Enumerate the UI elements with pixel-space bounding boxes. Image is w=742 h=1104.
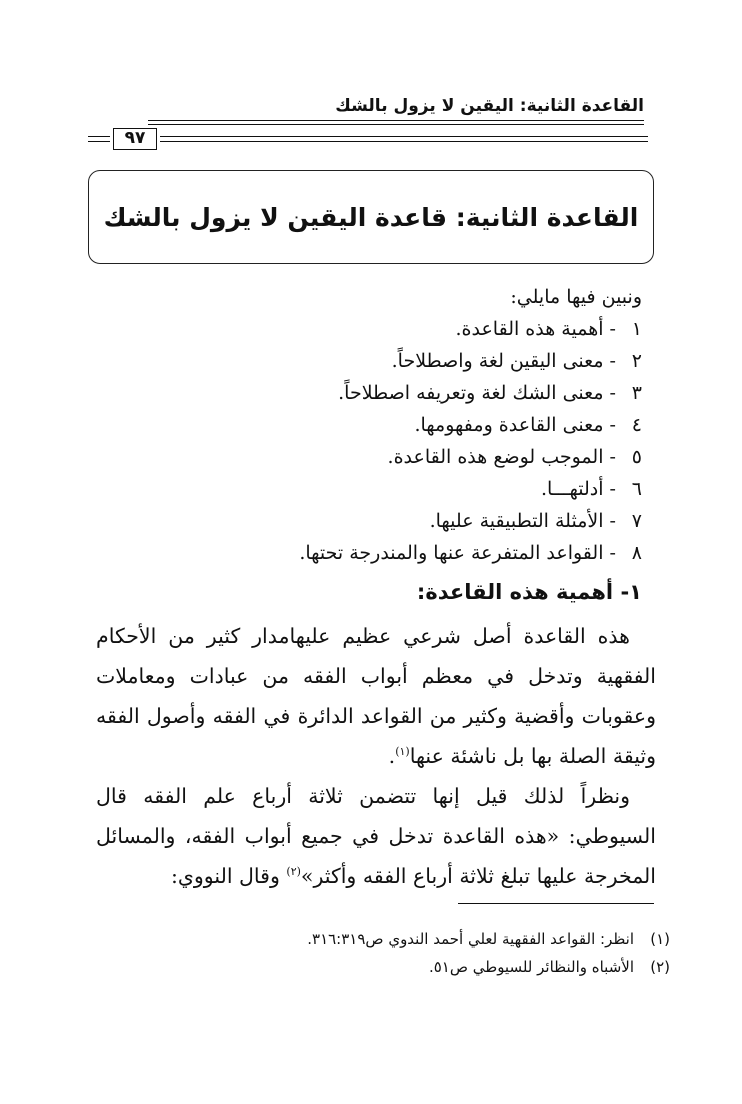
list-item-number: ٦	[631, 478, 642, 500]
paragraph-importance	[96, 616, 656, 776]
list-item: ٣ - معنى الشك لغة وتعريفه اصطلاحاً.	[338, 382, 642, 404]
list-item-number: ١	[631, 318, 642, 340]
list-item-number: ٥	[631, 446, 642, 468]
rule-left	[88, 136, 110, 142]
footnote-ref: (١)	[395, 745, 410, 759]
section-heading: ١- أهمية هذه القاعدة:	[416, 580, 642, 604]
list-item-number: ٣	[631, 382, 642, 404]
paragraph-line-tail: وقال النووي:	[170, 864, 287, 888]
paragraph-line: هذه القاعدة أصل شرعي عظيم عليهامدار كثير من الأحكام	[96, 624, 630, 648]
paragraph-line: السيوطي: «هذه القاعدة تدخل في جميع أبواب الفقه، والمسائل	[96, 824, 656, 848]
list-item: ٤ - معنى القاعدة ومفهومها.	[414, 414, 642, 436]
paragraph-line-text: وثيقة الصلة بها بل ناشئة عنها	[409, 744, 656, 768]
running-header: القاعدة الثانية: اليقين لا يزول بالشك	[335, 96, 644, 116]
footnote-separator	[458, 903, 654, 904]
paragraph-line	[96, 856, 656, 896]
list-item-text: معنى الشك لغة وتعريفه اصطلاحاً.	[338, 382, 604, 404]
page-number-bar	[88, 128, 648, 150]
list-item-number: ٨	[631, 542, 642, 564]
footnote-text: انظر: القواعد الفقهية لعلي أحمد الندوي ص٣١٦:٣١٩.	[307, 930, 634, 948]
footnote-number: (٢)	[650, 958, 670, 976]
list-item-text: الموجب لوضع هذه القاعدة.	[387, 446, 604, 468]
paragraph-line: وعقوبات وأقضية وكثير من القواعد الدائرة في الفقه وأصول الفقه	[96, 704, 656, 728]
chapter-title: القاعدة الثانية: قاعدة اليقين لا يزول بالشك	[103, 202, 639, 232]
paragraph-line: الفقهية وتدخل في معظم أبواب الفقه من عبادات ومعاملات	[96, 664, 656, 688]
paragraph-line-text: المخرجة عليها تبلغ ثلاثة أرباع الفقه وأكثر»	[300, 864, 656, 888]
rule-right	[160, 136, 648, 142]
list-item: ٨ - القواعد المتفرعة عنها والمندرجة تحتها.	[299, 542, 642, 564]
header-rule	[148, 120, 644, 125]
paragraph-suyuti-quote	[96, 776, 656, 896]
list-item: ٢ - معنى اليقين لغة واصطلاحاً.	[391, 350, 642, 372]
list-item-text: أهمية هذه القاعدة.	[455, 318, 604, 340]
page-number: ٩٧	[113, 128, 157, 150]
footnote-text: الأشباه والنظائر للسيوطي ص٥١.	[428, 958, 634, 976]
footnote	[429, 958, 670, 976]
footnote-number: (١)	[650, 930, 670, 948]
list-item-text: معنى القاعدة ومفهومها.	[414, 414, 604, 436]
list-item-text: أدلتهـــا.	[540, 478, 604, 500]
list-item: ٧ - الأمثلة التطبيقية عليها.	[429, 510, 642, 532]
list-item-text: معنى اليقين لغة واصطلاحاً.	[391, 350, 604, 372]
paragraph-line: ونظراً لذلك قيل إنها تتضمن ثلاثة أرباع علم الفقه قال	[96, 784, 630, 808]
intro-text: ونبين فيها مايلي:	[510, 286, 642, 308]
list-item: ١ - أهمية هذه القاعدة.	[455, 318, 642, 340]
chapter-title-box	[88, 170, 654, 264]
list-item-number: ٢	[631, 350, 642, 372]
list-item-text: الأمثلة التطبيقية عليها.	[429, 510, 604, 532]
paragraph-line: وثيقة الصلة بها بل ناشئة عنها$^{(١)}$.	[388, 744, 656, 768]
footnote	[307, 930, 670, 948]
list-item-number: ٤	[631, 414, 642, 436]
footnote-ref: (٢)	[286, 865, 301, 879]
list-item-number: ٧	[631, 510, 642, 532]
list-item: ٦ - أدلتهـــا.	[540, 478, 642, 500]
list-item-text: القواعد المتفرعة عنها والمندرجة تحتها.	[299, 542, 604, 564]
list-item: ٥ - الموجب لوضع هذه القاعدة.	[387, 446, 642, 468]
